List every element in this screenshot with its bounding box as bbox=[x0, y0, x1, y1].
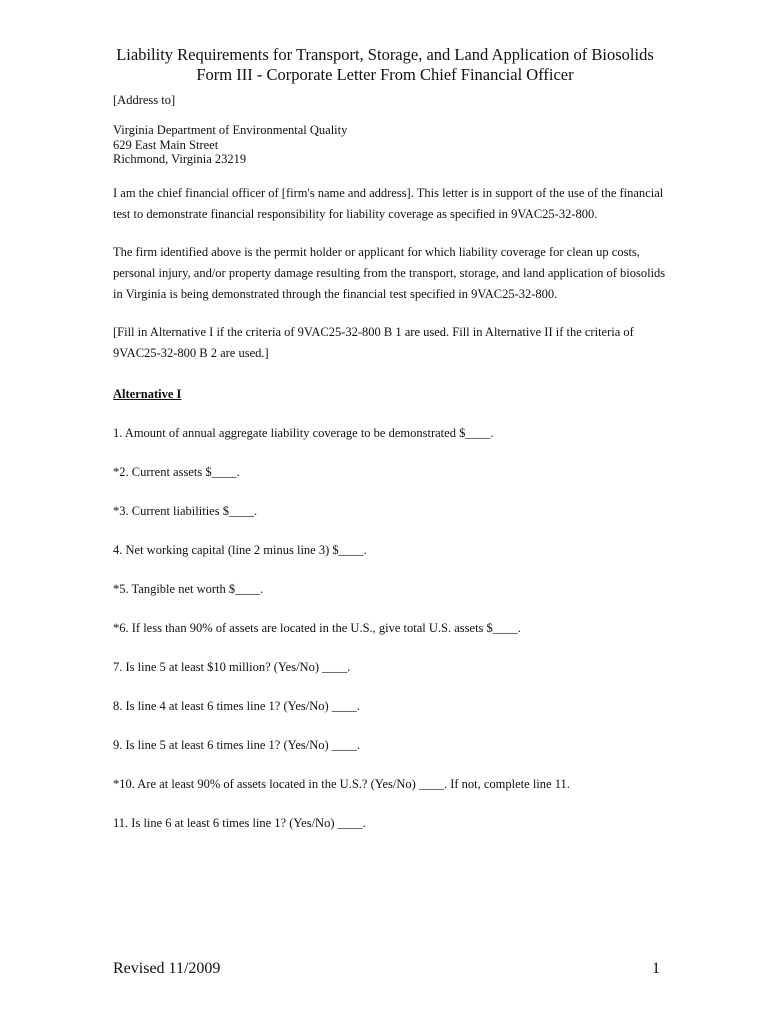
list-item: *10. Are at least 90% of assets located in the U.S.? (Yes/No) ____. If not, complete line 11. bbox=[113, 777, 570, 791]
alternative-heading: Alternative I bbox=[113, 387, 182, 401]
list-item: 1. Amount of annual aggregate liability coverage to be demonstrated $____. bbox=[113, 426, 494, 440]
paragraph-firm: The firm identified above is the permit holder or applicant for which liability coverage for clean up costs, personal injury, and/or property damage resulting from the transport, storage, and land application of biosolids in Virginia is being demonstrated through the financial test specified in 9VAC25-32-800. bbox=[113, 245, 666, 301]
document-subtitle: Form III - Corporate Letter From Chief Financial Officer bbox=[196, 65, 574, 84]
recipient-line-2: 629 East Main Street bbox=[113, 137, 219, 152]
list-item: 9. Is line 5 at least 6 times line 1? (Yes/No) ____. bbox=[113, 738, 360, 752]
list-item: *5. Tangible net worth $____. bbox=[113, 582, 264, 596]
revision-date: Revised 11/2009 bbox=[113, 960, 221, 977]
paragraph-instructions: [Fill in Alternative I if the criteria of 9VAC25-32-800 B 1 are used. Fill in Alternative II if the criteria of 9VAC25-32-800 B 2 are used.] bbox=[113, 325, 634, 360]
address-to-placeholder: [Address to] bbox=[113, 93, 176, 107]
list-item: 4. Net working capital (line 2 minus line 3) $____. bbox=[113, 543, 367, 557]
list-item: 11. Is line 6 at least 6 times line 1? (Yes/No) ____. bbox=[113, 816, 366, 830]
list-item: *3. Current liabilities $____. bbox=[113, 504, 258, 518]
list-item: 7. Is line 5 at least $10 million? (Yes/No) ____. bbox=[113, 660, 351, 674]
recipient-address bbox=[113, 123, 673, 167]
paragraph-intro: I am the chief financial officer of [firm's name and address]. This letter is in support of the use of the financial test to demonstrate financial responsibility for liability coverage as specified in 9VAC25-32-800. bbox=[113, 186, 664, 221]
recipient-line-1: Virginia Department of Environmental Quality bbox=[113, 123, 348, 137]
list-item: 8. Is line 4 at least 6 times line 1? (Yes/No) ____. bbox=[113, 699, 360, 713]
list-item: *6. If less than 90% of assets are located in the U.S., give total U.S. assets $____. bbox=[113, 621, 521, 635]
list-item: *2. Current assets $____. bbox=[113, 465, 240, 479]
recipient-line-3: Richmond, Virginia 23219 bbox=[113, 152, 247, 166]
page-number: 1 bbox=[652, 960, 660, 977]
document-title: Liability Requirements for Transport, Storage, and Land Application of Biosolids bbox=[116, 45, 654, 64]
